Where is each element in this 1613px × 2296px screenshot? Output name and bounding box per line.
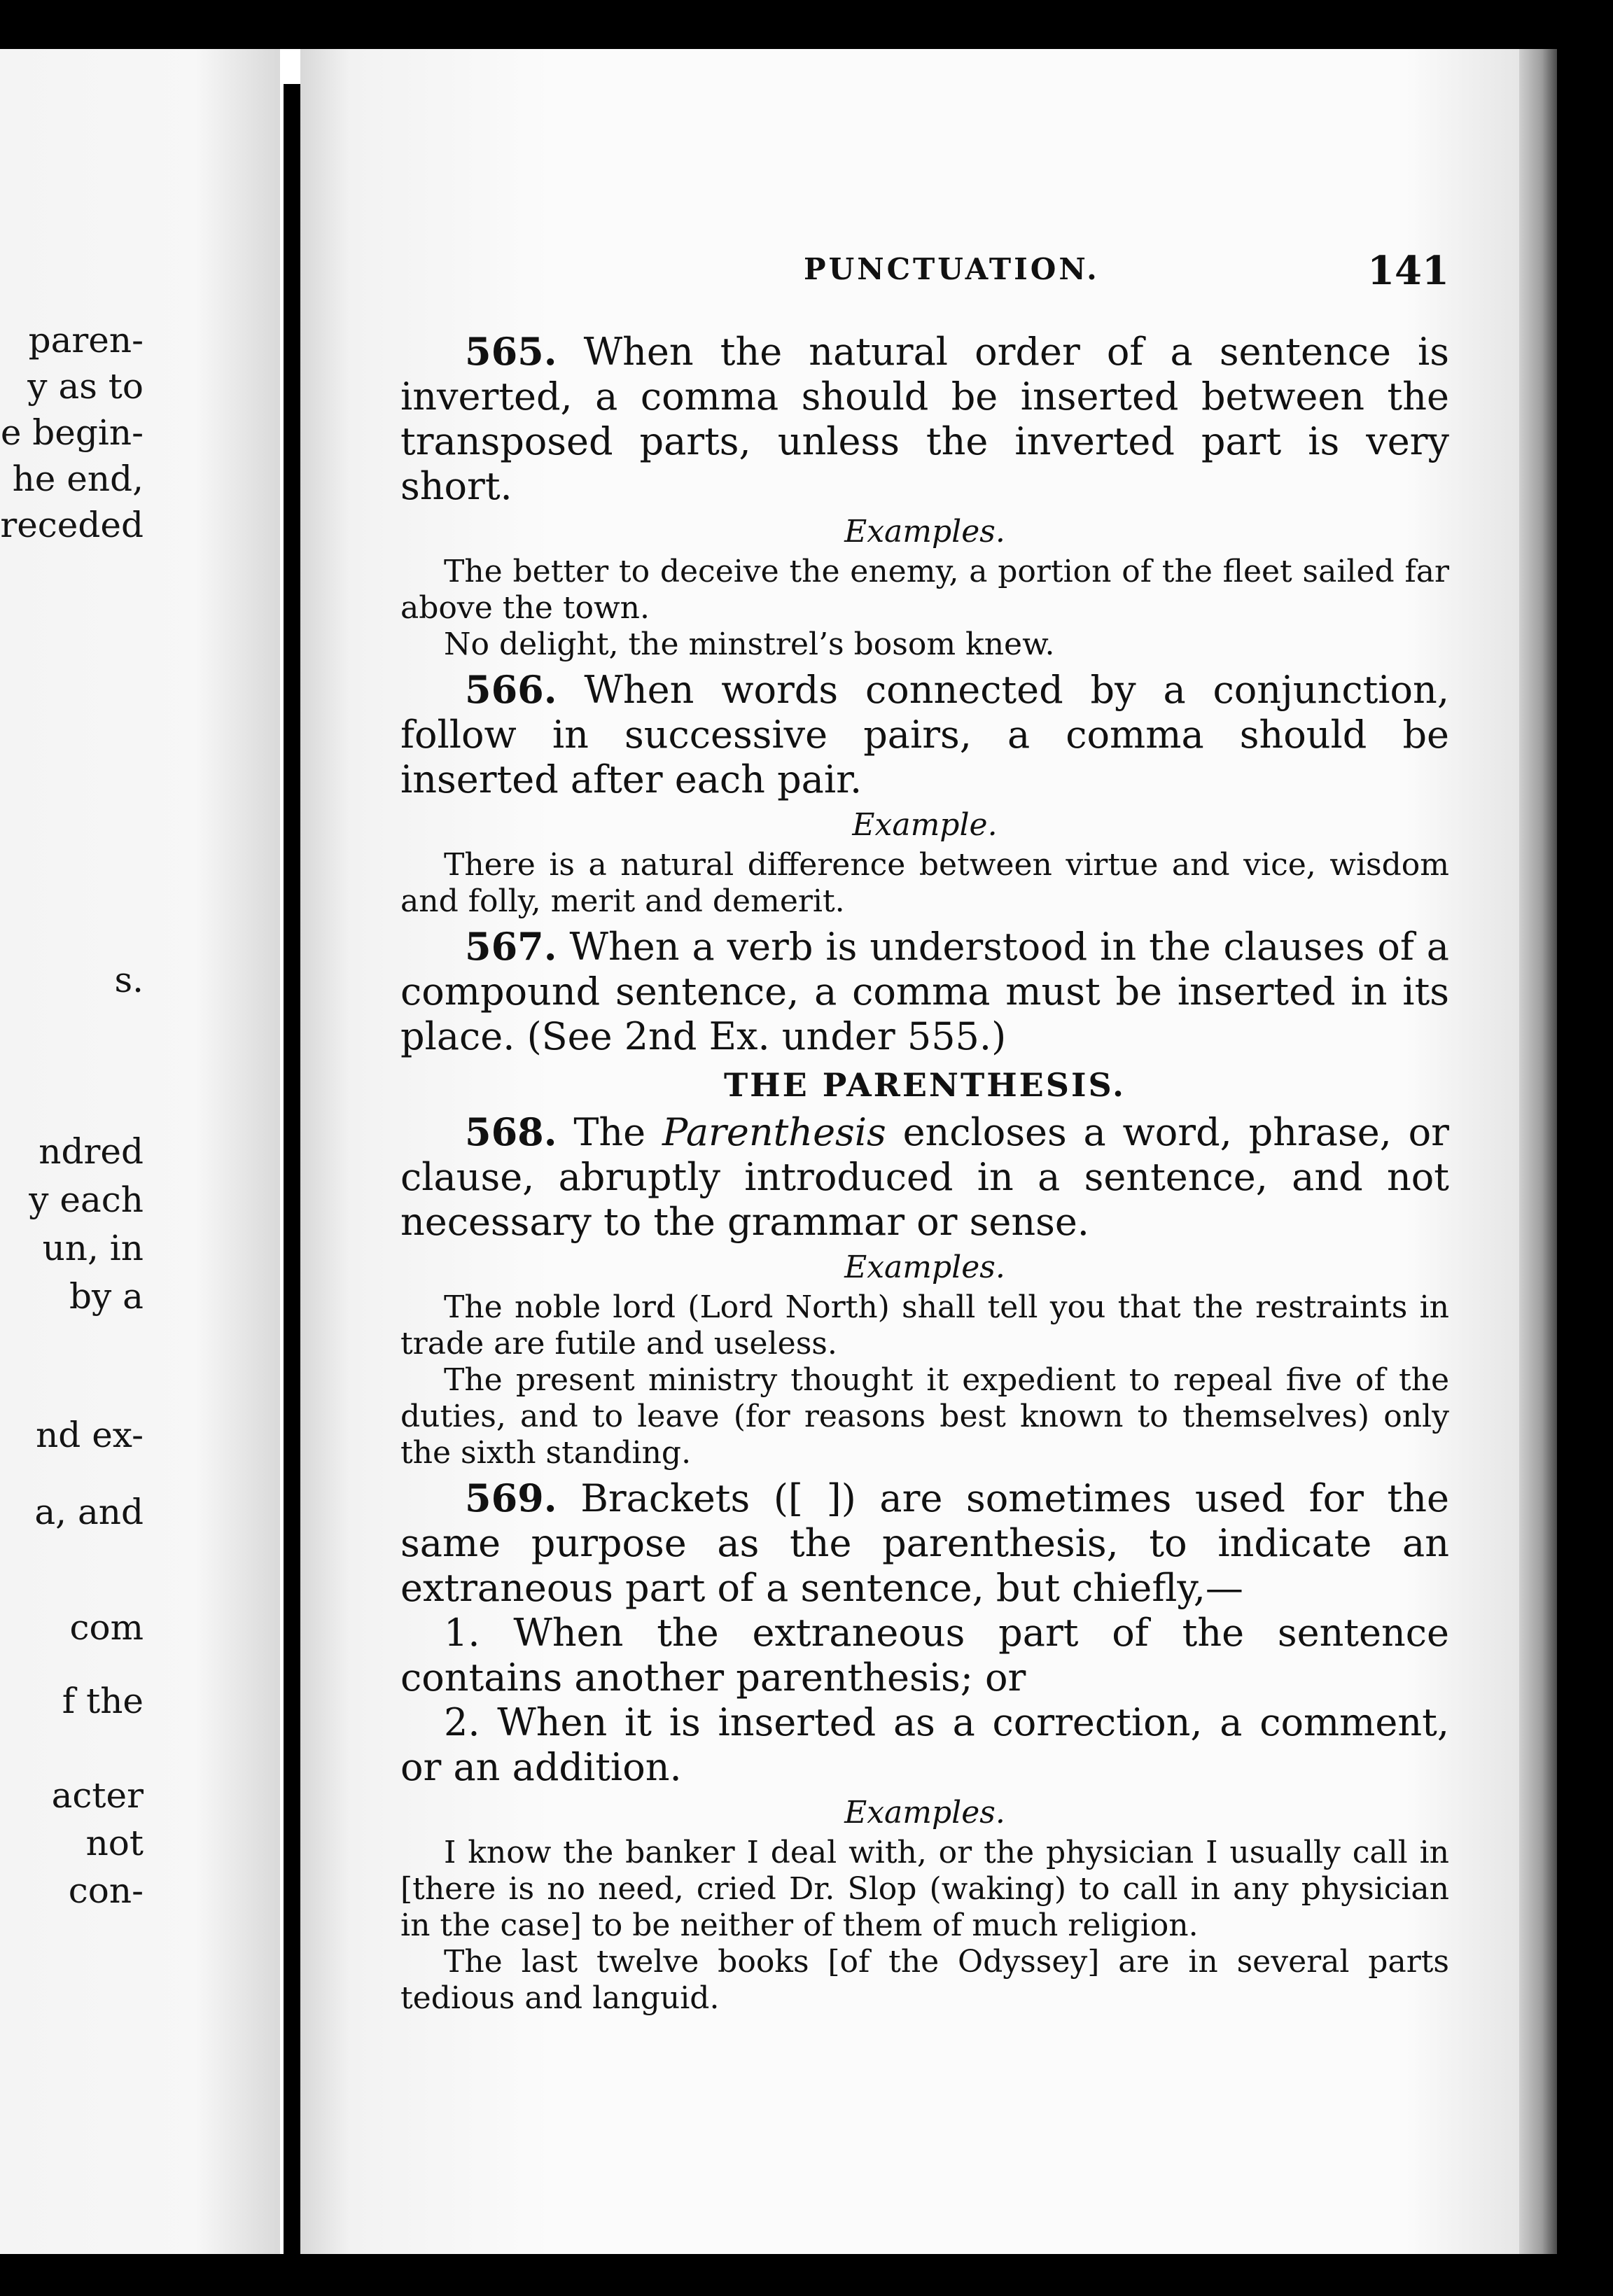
example-text: There is a natural difference between virtue and vice, wisdom and folly, merit and demerit. <box>400 847 1449 919</box>
examples-heading: Examples. <box>844 514 1005 550</box>
example-text: I know the banker I deal with, or the physician I usually call in [there is no need, cried Dr. Slop (waking) to call in any physician in the case] to be neither of them of much religion. <box>400 1835 1449 1943</box>
example-text: No delight, the minstrel’s bosom knew. <box>444 626 1055 662</box>
list-item: 2. When it is inserted as a correction, a comment, or an addition. <box>400 1700 1449 1789</box>
example-text: The better to deceive the enemy, a portion of the fleet sailed far above the town. <box>400 554 1449 626</box>
page-edge-shadow <box>1519 49 1557 2254</box>
left-page-fragment: com <box>69 1607 144 1648</box>
page-number: 141 <box>1367 248 1449 294</box>
left-page-fragment: by a <box>69 1276 144 1317</box>
left-page-fragment: f the <box>62 1681 144 1721</box>
page-body <box>400 329 1449 2017</box>
rule-565 <box>400 329 1449 509</box>
left-page-fragment: y each <box>29 1180 144 1220</box>
rule-text: Brackets ([ ]) are sometimes used for the same purpose as the parenthesis, to indicate an extraneous part of a sentence, but chiefly,— <box>400 1476 1449 1610</box>
left-page-fragment: e begin- <box>0 412 144 453</box>
left-page-fragment: con- <box>68 1870 144 1911</box>
rule-number: 565. <box>465 329 557 374</box>
italic-term: Parenthesis <box>662 1110 886 1154</box>
rule-569 <box>400 1476 1449 1611</box>
rule-568 <box>400 1110 1449 1245</box>
left-page-fragment: receded <box>0 505 144 545</box>
left-page-fragment: nd ex- <box>36 1415 144 1455</box>
rule-number: 566. <box>465 667 557 712</box>
rule-567 <box>400 924 1449 1059</box>
scan-border-bottom <box>0 2254 1613 2296</box>
rule-number: 569. <box>465 1476 557 1520</box>
examples-heading: Examples. <box>844 1250 1005 1285</box>
left-page-fragment: ndred <box>39 1131 144 1172</box>
example-text: The present ministry thought it expedient to repeal five of the duties, and to leave (for reasons best known to themselves) only the sixth standing. <box>400 1362 1449 1471</box>
example-text: The last twelve books [of the Odyssey] are in several parts tedious and languid. <box>400 1944 1449 2016</box>
book-gutter <box>284 84 300 2254</box>
left-page-fragment: a, and <box>34 1492 144 1532</box>
scan-border-top <box>0 0 1613 49</box>
rule-566 <box>400 667 1449 802</box>
scan-border-right <box>1557 0 1613 2296</box>
left-page-fragment: y as to <box>27 366 144 407</box>
running-head-title: PUNCTUATION. <box>804 252 1100 286</box>
list-item: 1. When the extraneous part of the sentence contains another parenthesis; or <box>400 1611 1449 1700</box>
left-page <box>0 49 280 2254</box>
left-page-fragment: not <box>85 1823 144 1863</box>
left-page-fragment: paren- <box>28 320 144 360</box>
left-page-fragment: he end, <box>12 458 144 499</box>
rule-number: 567. <box>465 924 557 969</box>
left-page-fragment: acter <box>51 1775 144 1816</box>
section-title: THE PARENTHESIS. <box>723 1066 1126 1104</box>
examples-heading: Examples. <box>844 1795 1005 1830</box>
rule-number: 568. <box>465 1110 557 1154</box>
rule-text-start: The <box>573 1110 646 1154</box>
example-text: The noble lord (Lord North) shall tell you that the restraints in trade are futile and useless. <box>400 1289 1449 1362</box>
left-page-fragment: un, in <box>42 1228 144 1268</box>
left-page-fragment: s. <box>114 960 144 1000</box>
rule-text: When a verb is understood in the clauses of a compound sentence, a comma must be inserted in its place. (See 2nd Ex. under 555.) <box>400 925 1449 1058</box>
examples-heading: Example. <box>852 807 998 843</box>
rule-text-rest: encloses a word, phrase, or clause, abruptly introduced in a sentence, and not necessary to the grammar or sense. <box>400 1110 1449 1244</box>
rule-text: When the natural order of a sentence is inverted, a comma should be inserted between the transposed parts, unless the inverted part is very short. <box>400 330 1449 508</box>
running-head <box>400 248 1449 301</box>
rule-text: When words connected by a conjunction, follow in successive pairs, a comma should be inserted after each pair. <box>400 668 1449 802</box>
